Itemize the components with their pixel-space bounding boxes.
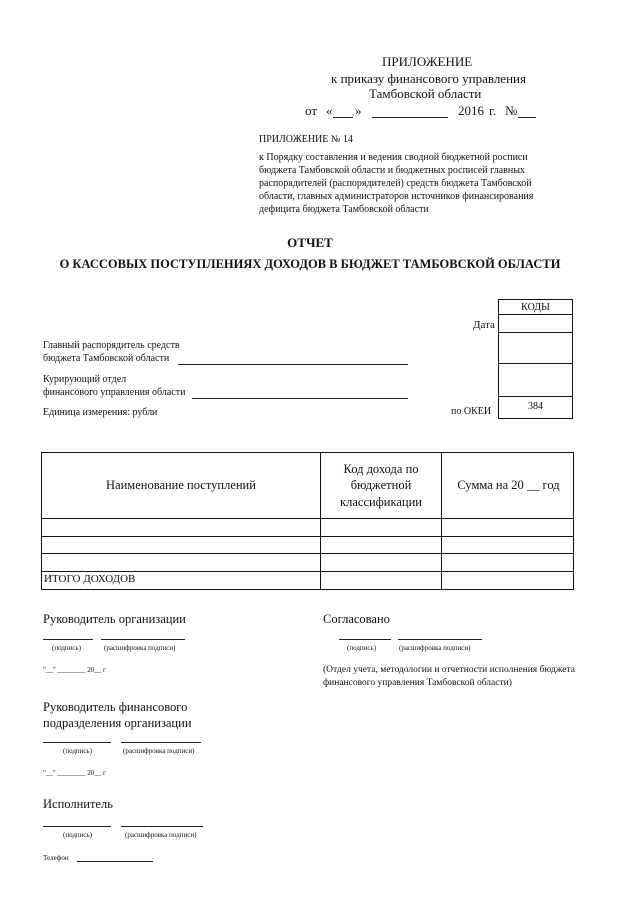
col-header-sum-text: Сумма на 20 __ год [457, 478, 560, 493]
total-label: ИТОГО ДОХОДОВ [44, 573, 136, 585]
codes-blank-cell[interactable] [498, 332, 573, 364]
date-year: 2016 [458, 103, 484, 118]
report-subtitle: О КАССОВЫХ ПОСТУПЛЕНИЯХ ДОХОДОВ В БЮДЖЕТ ТАМБОВСКОЙ ОБЛАСТИ [59, 257, 561, 271]
okei-label: по ОКЕИ [451, 406, 492, 417]
report-title: ОТЧЕТ [287, 235, 333, 250]
agreed-decode-label: (расшифровка подписи) [399, 644, 471, 652]
head-sign-label: (подпись) [52, 644, 82, 652]
fin-head-sign-line[interactable] [43, 742, 111, 743]
date-prefix: от [305, 103, 318, 118]
executor-decode-label: (расшифровка подписи) [125, 831, 197, 839]
codes-header-cell [498, 299, 573, 315]
unit-label: Единица измерения: рубли [43, 407, 158, 418]
fin-head-date: "__" ________ 20__ г [43, 769, 106, 777]
agreed-title: Согласовано [323, 612, 390, 626]
appendix-14-line: дефицита бюджета Тамбовской области [259, 204, 429, 215]
head-decode-label: (расшифровка подписи) [104, 644, 176, 652]
col-header-code-text: Код дохода по бюджетной классификации [340, 462, 422, 509]
agreed-decode-line[interactable] [398, 639, 482, 640]
agreed-sign-label: (подпись) [347, 644, 377, 652]
appendix-14-line: к Порядку составления и ведения сводной бюджетной росписи [259, 152, 528, 163]
dept-line[interactable] [192, 398, 408, 399]
executor-title: Исполнитель [43, 797, 113, 811]
date-month-line [372, 117, 448, 118]
head-date: "__" ________ 20__ г [43, 666, 106, 674]
executor-sign-label: (подпись) [63, 831, 93, 839]
appendix-14-line: распорядителей (распорядителей) средств бюджета Тамбовской [259, 178, 532, 189]
number-line [518, 117, 536, 118]
main-manager-label: Главный распорядитель средств [43, 340, 180, 351]
appendix-header-title: ПРИЛОЖЕНИЕ [382, 54, 473, 69]
codes-date-cell[interactable] [498, 314, 573, 333]
date-quote-open: « [326, 103, 333, 118]
main-manager-line[interactable] [178, 364, 408, 365]
fin-head-title-2: подразделения организации [43, 716, 192, 730]
head-sign-line[interactable] [43, 639, 93, 640]
date-year-suffix: г. [489, 103, 497, 118]
appendix-14-line: области, главных администраторов источников финансирования [259, 191, 534, 202]
col-header-sum [442, 453, 575, 518]
fin-head-sign-label: (подпись) [63, 747, 93, 755]
codes-header: КОДЫ [521, 301, 550, 313]
fin-head-title: Руководитель финансового [43, 700, 188, 714]
appendix-header-order: к приказу финансового управления [331, 71, 526, 86]
dept-label: Курирующий отдел [43, 374, 127, 385]
phone-label: Телефон [43, 854, 69, 862]
agreed-note: (Отдел учета, методологии и отчетности исполнения бюджета [323, 665, 575, 675]
appendix-header-region: Тамбовской области [369, 86, 482, 101]
date-quote-close: » [355, 103, 362, 118]
head-title: Руководитель организации [43, 612, 186, 626]
agreed-sign-line[interactable] [339, 639, 391, 640]
number-sign: № [505, 103, 518, 118]
agreed-note-2: финансового управления Тамбовской области) [323, 678, 512, 688]
dept-label-2: финансового управления области [43, 387, 186, 398]
main-manager-label-2: бюджета Тамбовской области [43, 353, 170, 364]
codes-okei-cell [498, 396, 573, 419]
col-header-name-text: Наименование поступлений [106, 478, 256, 493]
executor-sign-line[interactable] [43, 826, 111, 827]
col-header-name [42, 453, 320, 518]
fin-head-decode-label: (расшифровка подписи) [123, 747, 195, 755]
phone-line[interactable] [77, 861, 153, 862]
appendix-14-title: ПРИЛОЖЕНИЕ № 14 [259, 134, 353, 145]
appendix-14-line: бюджета Тамбовской области и бюджетных росписей главных [259, 165, 525, 176]
codes-blank-cell[interactable] [498, 363, 573, 397]
executor-decode-line[interactable] [121, 826, 203, 827]
income-table [41, 452, 574, 590]
head-decode-line[interactable] [101, 639, 185, 640]
okei-code: 384 [528, 401, 543, 412]
col-header-code [336, 453, 426, 518]
date-day-line [333, 117, 353, 118]
codes-date-label: Дата [473, 319, 495, 331]
fin-head-decode-line[interactable] [121, 742, 201, 743]
